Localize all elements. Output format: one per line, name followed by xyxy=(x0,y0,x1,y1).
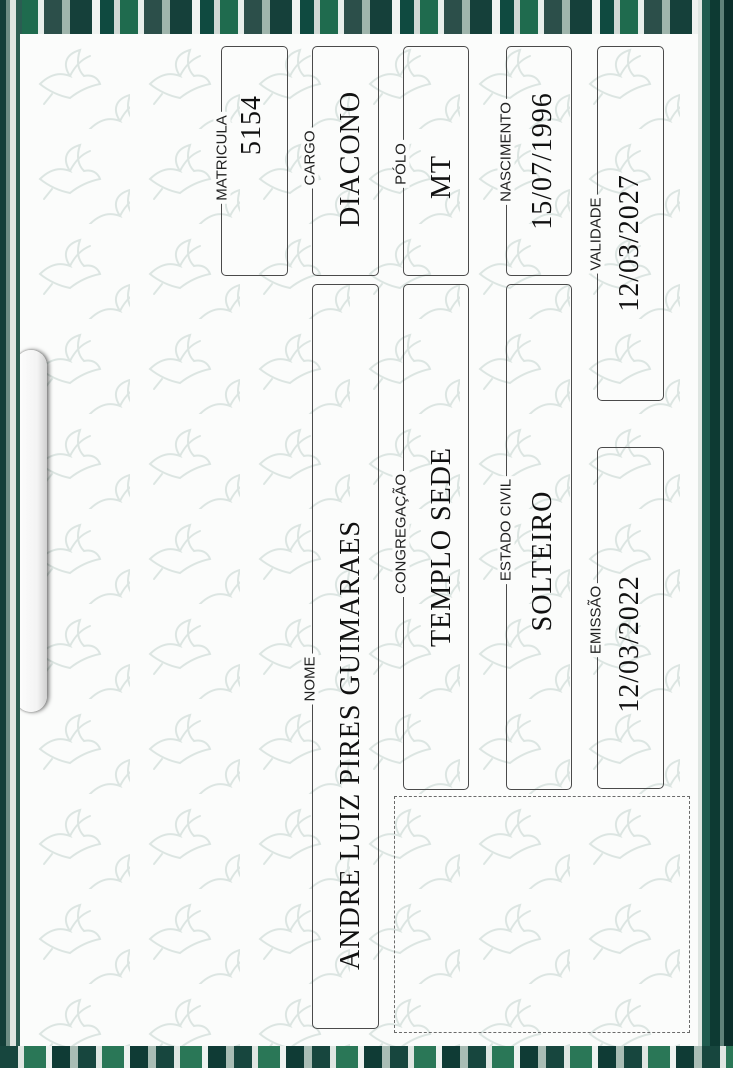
emissao-value: 12/03/2022 xyxy=(614,575,645,713)
emissao-label: EMISSÃO xyxy=(588,583,605,657)
estado-civil-label: ESTADO CIVIL xyxy=(498,476,515,584)
nascimento-label: NASCIMENTO xyxy=(498,99,515,205)
congregacao-value: TEMPLO SEDE xyxy=(426,447,457,647)
emissao-field xyxy=(597,447,664,789)
matricula-value: 5154 xyxy=(236,95,267,155)
nascimento-field xyxy=(506,46,572,276)
polo-label: PÓLO xyxy=(393,140,410,188)
nascimento-value: 15/07/1996 xyxy=(527,92,558,230)
validade-value: 12/03/2027 xyxy=(614,174,645,312)
estado-civil-value: SOLTEIRO xyxy=(527,490,558,632)
top-border-strip xyxy=(0,0,733,34)
card-holder-tab xyxy=(20,350,47,712)
bottom-border-strip xyxy=(0,1046,733,1068)
matricula-field xyxy=(221,46,288,276)
right-border-strip xyxy=(698,0,733,1068)
cargo-field xyxy=(312,46,379,276)
cargo-value: DIACONO xyxy=(335,90,366,228)
nome-label: NOME xyxy=(302,654,319,705)
validade-field xyxy=(597,46,664,401)
congregacao-label: CONGREGAÇÃO xyxy=(393,471,410,597)
estado-civil-field xyxy=(506,284,572,790)
matricula-label: MATRICULA xyxy=(214,112,231,204)
left-border-strip xyxy=(0,0,22,1068)
photo-area xyxy=(394,796,690,1033)
cargo-label: CARGO xyxy=(302,127,319,188)
validade-label: VALIDADE xyxy=(588,194,605,273)
nome-field xyxy=(312,284,379,1029)
polo-field xyxy=(403,46,469,276)
nome-value: ANDRE LUIZ PIRES GUIMARAES xyxy=(335,520,366,970)
id-card xyxy=(20,34,698,1046)
congregacao-field xyxy=(403,284,469,790)
polo-value: MT xyxy=(426,155,457,199)
